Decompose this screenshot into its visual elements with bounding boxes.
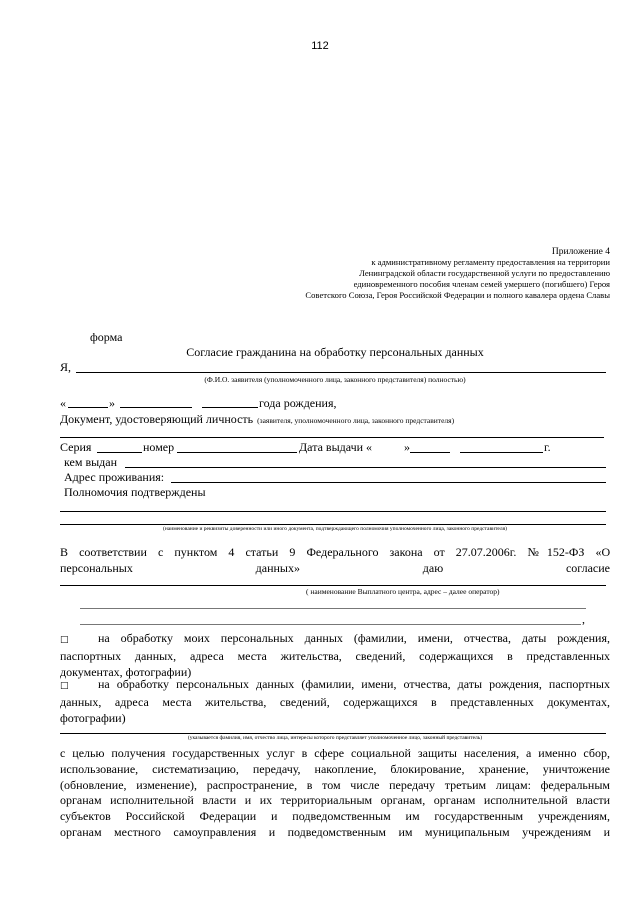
operator-comma: , (582, 612, 585, 626)
purpose-line: органам местного самоуправления и подведомственным им муниципальным учреждениям и (60, 824, 610, 839)
represented-person-caption: (указывается фамилия, имя, отчество лица, интересы которого представляет уполномоченное лицо, законный представитель) (187, 735, 483, 741)
issue-date-close: » (404, 440, 410, 454)
document-field[interactable] (60, 437, 604, 438)
operator-field-2[interactable] (80, 608, 586, 609)
word: №152-ФЗ (527, 545, 585, 559)
option-2-line: данных, адреса места жительства, сведений, содержащихся в представленных документах, (60, 694, 610, 709)
authority-label: Полномочия подтверждены (64, 485, 206, 499)
issued-by-field[interactable] (125, 467, 606, 468)
word: даю (422, 561, 444, 575)
purpose-line: органам исполнительной власти и их территориальным органам, органам исполнительной власти (60, 793, 610, 808)
law-line-2 (60, 561, 610, 576)
word: данных» (255, 561, 300, 575)
issue-month-field[interactable] (410, 452, 450, 453)
number-field[interactable] (177, 452, 297, 453)
word: с (157, 545, 164, 559)
option-1-line: паспортных данных, адреса места жительства, сведений, содержащихся в представленных (60, 648, 610, 663)
birth-year-label: года рождения, (259, 396, 337, 410)
birth-month-field[interactable] (120, 407, 192, 408)
operator-field-3[interactable] (80, 624, 581, 625)
form-label: форма (90, 330, 123, 344)
address-field[interactable] (171, 482, 606, 483)
operator-caption: ( наименование Выплатного центра, адрес – далее оператор) (306, 587, 500, 596)
word: «О (595, 545, 611, 559)
document-label: Документ, удостоверяющий личность (60, 412, 254, 426)
series-field[interactable] (97, 452, 142, 453)
i-label: Я, (60, 360, 72, 374)
issued-by-label: кем выдан (64, 455, 118, 469)
number-label: номер (143, 440, 175, 454)
word: пунктом (174, 545, 218, 559)
document-row (60, 410, 454, 428)
checkbox-option-2[interactable]: □ (60, 681, 69, 691)
option-2 (60, 677, 610, 726)
appendix-title: Приложение 4 (551, 247, 610, 257)
option-1-line: документах, фотографии) (60, 664, 192, 679)
purpose-text (60, 746, 610, 841)
word: статьи (245, 545, 279, 559)
purpose-line: с целью получения государственных услуг в сфере социальной защиты населения, а именно сбор, (60, 746, 610, 760)
page-number: 112 (311, 40, 329, 52)
word: В (60, 545, 69, 559)
birth-day-field[interactable] (68, 407, 108, 408)
word: закона (389, 545, 423, 559)
purpose-line: субъектов Российской Федерации и подведомственным им государственным учреждениям, (60, 809, 610, 824)
word: от (433, 545, 445, 559)
word: соответствии (79, 545, 147, 559)
purpose-line: (обновление, изменение), распространение, в том числе передачу третьим лицам: федеральным (60, 777, 610, 792)
checkbox-option-1[interactable]: □ (60, 635, 69, 645)
document-caption: (заявителя, уполномоченного лица, законного представителя) (257, 416, 455, 425)
word: 27.07.2006г. (455, 545, 517, 559)
purpose-line: использование, систематизацию, передачу, накопление, блокирование, хранение, уничтожение (60, 761, 610, 776)
option-1 (60, 631, 610, 680)
issue-year-field[interactable] (460, 452, 543, 453)
operator-field[interactable] (60, 585, 606, 586)
authority-field-2[interactable] (60, 524, 606, 525)
birth-date-close: » (109, 396, 115, 410)
birth-year-field[interactable] (202, 407, 258, 408)
fio-field[interactable] (76, 372, 606, 373)
law-line-1 (60, 545, 610, 560)
option-1-line: на обработку моих персональных данных (фамилии, имени, отчества, даты рождения, (98, 631, 610, 645)
issue-date-label: Дата выдачи « (299, 440, 373, 454)
birth-date-open: « (60, 396, 66, 410)
represented-person-field[interactable] (60, 733, 606, 734)
word: персональных (60, 561, 133, 575)
form-title: Согласие гражданина на обработку персональных данных (186, 345, 484, 359)
year-suffix: г. (544, 440, 551, 454)
appendix-line: Ленинградской области государственной услуги по предоставлению (359, 268, 610, 278)
fio-caption: (Ф.И.О. заявителя (уполномоченного лица, законного представителя) полностью) (204, 375, 466, 384)
address-label: Адрес проживания: (64, 470, 165, 484)
appendix-line: Советского Союза, Героя Российской Федерации и полного кавалера ордена Славы (305, 290, 610, 300)
authority-caption: (наименование и реквизиты доверенности или иного документа, подтверждающего полномочия уполномоченного лица, законного представителя) (163, 526, 507, 532)
series-label: Серия (60, 440, 92, 454)
appendix-line: единовременного пособия членам семей умершего (погибшего) Героя (353, 279, 610, 289)
word: Федерального (306, 545, 379, 559)
option-2-line: фотографии) (60, 710, 126, 725)
word: 9 (289, 545, 296, 559)
option-2-line: на обработку персональных данных (фамилии, имени, отчества, даты рождения, паспортных (98, 677, 610, 691)
word: 4 (228, 545, 235, 559)
authority-field[interactable] (60, 511, 606, 512)
appendix-line: к административному регламенту предоставления на территории (371, 257, 610, 267)
word: согласие (565, 561, 610, 575)
